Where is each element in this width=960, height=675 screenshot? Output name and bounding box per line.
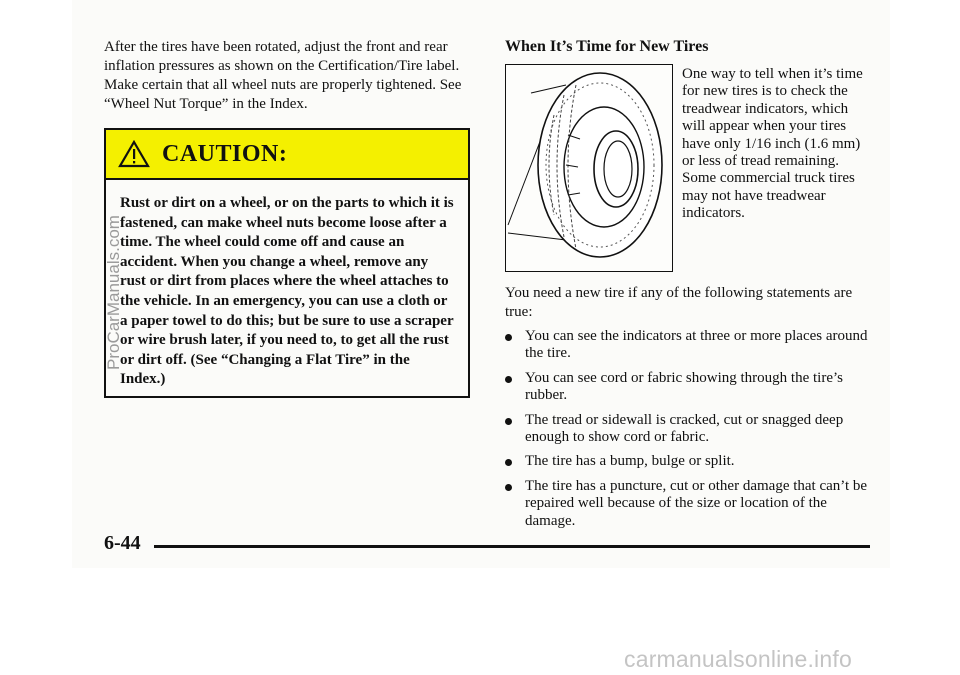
- bullet-icon: [505, 376, 512, 383]
- list-item: [505, 412, 875, 447]
- section-title: When It’s Time for New Tires: [505, 38, 709, 55]
- bullet-icon: [505, 459, 512, 466]
- list-item: [505, 328, 875, 363]
- page-number: 6-44: [104, 532, 141, 554]
- bullet-icon: [505, 334, 512, 341]
- list-item-text: The tire has a bump, bulge or split.: [525, 453, 735, 470]
- list-item-text: The tire has a puncture, cut or other damage that can’t be repaired well because of the size or location of the damage.: [525, 477, 868, 529]
- footer-rule: [154, 545, 870, 548]
- caution-body: Rust or dirt on a wheel, or on the parts to which it is fastened, can make wheel nuts become loose after a time. The wheel could come off and cause an accident. When you change a wheel, remove any rust or dirt from places where the wheel attaches to the vehicle. In an emergency, you can use a cloth or a paper towel to do this; but be sure to use a scraper or wire brush later, if you need to, to get all the rust or dirt off. (See “Changing a Flat Tire” in the Index.): [120, 195, 454, 388]
- tire-treadwear-illustration: [506, 65, 671, 270]
- list-item: [505, 370, 875, 405]
- bullet-icon: [505, 418, 512, 425]
- list-item: [505, 478, 875, 530]
- tire-illustration-frame: [505, 64, 673, 272]
- caution-title: CAUTION:: [162, 140, 288, 167]
- warning-triangle-icon: [118, 140, 150, 168]
- need-new-tire-paragraph: You need a new tire if any of the following statements are true:: [505, 285, 853, 320]
- caution-box: [104, 128, 470, 398]
- side-watermark: [104, 212, 128, 370]
- watermark-text: ProCarManuals.com: [104, 215, 123, 370]
- caution-header: [106, 130, 468, 180]
- list-item-text: You can see the indicators at three or more places around the tire.: [525, 328, 868, 362]
- list-item-text: You can see cord or fabric showing through the tire’s rubber.: [525, 369, 843, 404]
- bullet-icon: [505, 484, 512, 491]
- treadwear-paragraph: One way to tell when it’s time for new tires is to check the treadwear indicators, which will appear when your tires have only 1/16 inch (1.6 mm) or less of tread remaining. Some commercial truck tires may not have treadwear indicators.: [682, 66, 863, 222]
- footer-url[interactable]: carmanualsonline.info: [624, 646, 852, 672]
- condition-list: [505, 328, 875, 537]
- intro-paragraph: After the tires have been rotated, adjust the front and rear inflation pressures as shown on the Certification/Tire label. Make certain that all wheel nuts are properly tightened. See “Wheel Nut Torque” in the Index.: [104, 39, 462, 112]
- list-item-text: The tread or sidewall is cracked, cut or snagged deep enough to show cord or fabric.: [525, 411, 844, 446]
- list-item: [505, 453, 875, 470]
